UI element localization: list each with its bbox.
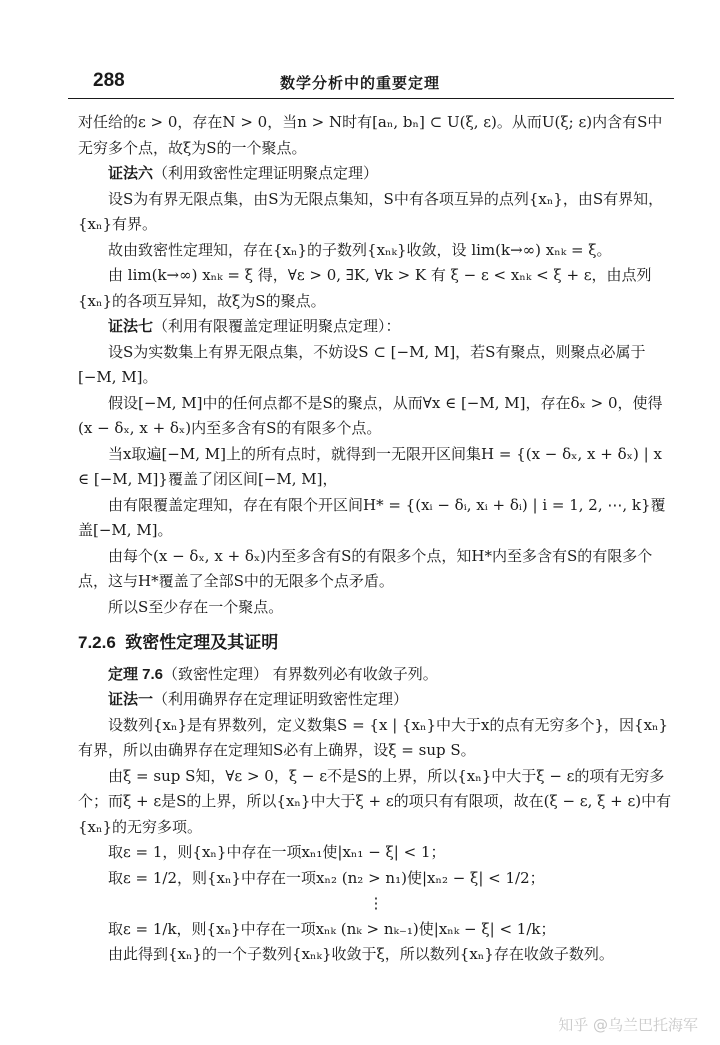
paragraph-12: 由ξ = sup S知，∀ε > 0，ξ − ε不是S的上界，所以{xₙ}中大于ξ − ε的项有无穷多个；而ξ + ε是S的上界，所以{xₙ}中大于ξ + ε的项只有有限项，故在(ξ − ε, ξ + ε)中有{xₙ}的无穷多项。 <box>78 766 672 836</box>
method-7-label: 证法七 <box>108 318 154 335</box>
paragraph-17: 由此得到{xₙ}的一个子数列{xₙₖ}收敛于ξ，所以数列{xₙ}存在收敛子数列。 <box>108 945 614 963</box>
paragraph-5: 设S为实数集上有界无限点集，不妨设S ⊂ [−M, M]，若S有聚点，则聚点必属于[−M, M]。 <box>78 342 646 386</box>
method-7-title: （利用有限覆盖定理证明聚点定理）： <box>153 317 401 335</box>
paragraph-1: 对任给的ε > 0，存在N > 0，当n > N时有[aₙ, bₙ] ⊂ U(ξ, ε)。从而U(ξ; ε)内含有S中无穷多个点，故ξ为S的一个聚点。 <box>78 113 663 157</box>
method-1-label: 证法一 <box>108 691 154 708</box>
section-title: 致密性定理及其证明 <box>125 633 279 652</box>
paragraph-11: 设数列{xₙ}是有界数列，定义数集S = {x | {xₙ}中大于x的点有无穷多个}，因{xₙ}有界，所以由确界存在定理知S必有上确界，设ξ = sup S。 <box>78 715 669 759</box>
paragraph-8: 由有限覆盖定理知，存在有限个开区间H* = {(xᵢ − δᵢ, xᵢ + δᵢ) | i = 1, 2, ⋯, k}覆盖[−M, M]。 <box>78 495 666 539</box>
method-6-label: 证法六 <box>108 165 154 182</box>
watermark: 知乎 @乌兰巴托海军 <box>558 1016 698 1034</box>
paragraph-2: 设S为有界无限点集，由S为无限点集知，S中有各项互异的点列{xₙ}，由S有界知，{xₙ}有界。 <box>78 189 664 233</box>
page-body <box>78 110 674 968</box>
running-title: 数学分析中的重要定理 <box>279 74 440 92</box>
section-number: 7.2.6 <box>78 633 116 652</box>
theorem-statement <box>78 662 674 688</box>
method-1-heading <box>78 687 674 713</box>
theorem-text: （致密性定理） 有界数列必有收敛子列。 <box>163 664 438 683</box>
method-6-heading <box>78 161 674 187</box>
paragraph-6: 假设[−M, M]中的任何点都不是S的聚点，从而∀x ∈ [−M, M]，存在δₓ > 0，使得(x − δₓ, x + δₓ)内至多含有S的有限多个点。 <box>78 393 663 437</box>
paragraph-10: 所以S至少存在一个聚点。 <box>108 597 284 616</box>
section-heading <box>78 630 674 656</box>
paragraph-13: 取ε = 1，则{xₙ}中存在一项xₙ₁使|xₙ₁ − ξ| < 1； <box>108 843 446 861</box>
method-1-title: （利用确界存在定理证明致密性定理） <box>153 690 409 708</box>
paragraph-9: 由每个(x − δₓ, x + δₓ)内至多含有S的有限多个点，知H*内至多含有S的有限多个点，这与H*覆盖了全部S中的无限多个点矛盾。 <box>78 546 653 590</box>
page-number: 288 <box>93 70 125 91</box>
vertical-ellipsis: ⋮ <box>368 894 384 912</box>
paragraph-3: 故由致密性定理知，存在{xₙ}的子数列{xₙₖ}收敛，设 lim(k→∞) xₙₖ = ξ。 <box>108 240 612 259</box>
method-6-title: （利用致密性定理证明聚点定理） <box>153 164 379 182</box>
paragraph-4: 由 lim(k→∞) xₙₖ = ξ 得，∀ε > 0, ∃K, ∀k > K 有 ξ − ε < xₙₖ < ξ + ε，由点列{xₙ}的各项互异知，故ξ为S的聚点。 <box>78 266 652 310</box>
paragraph-14: 取ε = 1/2，则{xₙ}中存在一项xₙ₂ (n₂ > n₁)使|xₙ₂ − ξ| < 1/2； <box>108 868 545 887</box>
theorem-label: 定理 7.6 <box>108 665 164 683</box>
method-7-heading <box>78 314 674 340</box>
header-rule <box>68 98 674 99</box>
paragraph-16: 取ε = 1/k，则{xₙ}中存在一项xₙₖ (nₖ > nₖ₋₁)使|xₙₖ − ξ| < 1/k； <box>108 919 556 938</box>
paragraph-7: 当x取遍[−M, M]上的所有点时，就得到一无限开区间集H = {(x − δₓ, x + δₓ) | x ∈ [−M, M]}覆盖了闭区间[−M, M]， <box>78 444 662 488</box>
